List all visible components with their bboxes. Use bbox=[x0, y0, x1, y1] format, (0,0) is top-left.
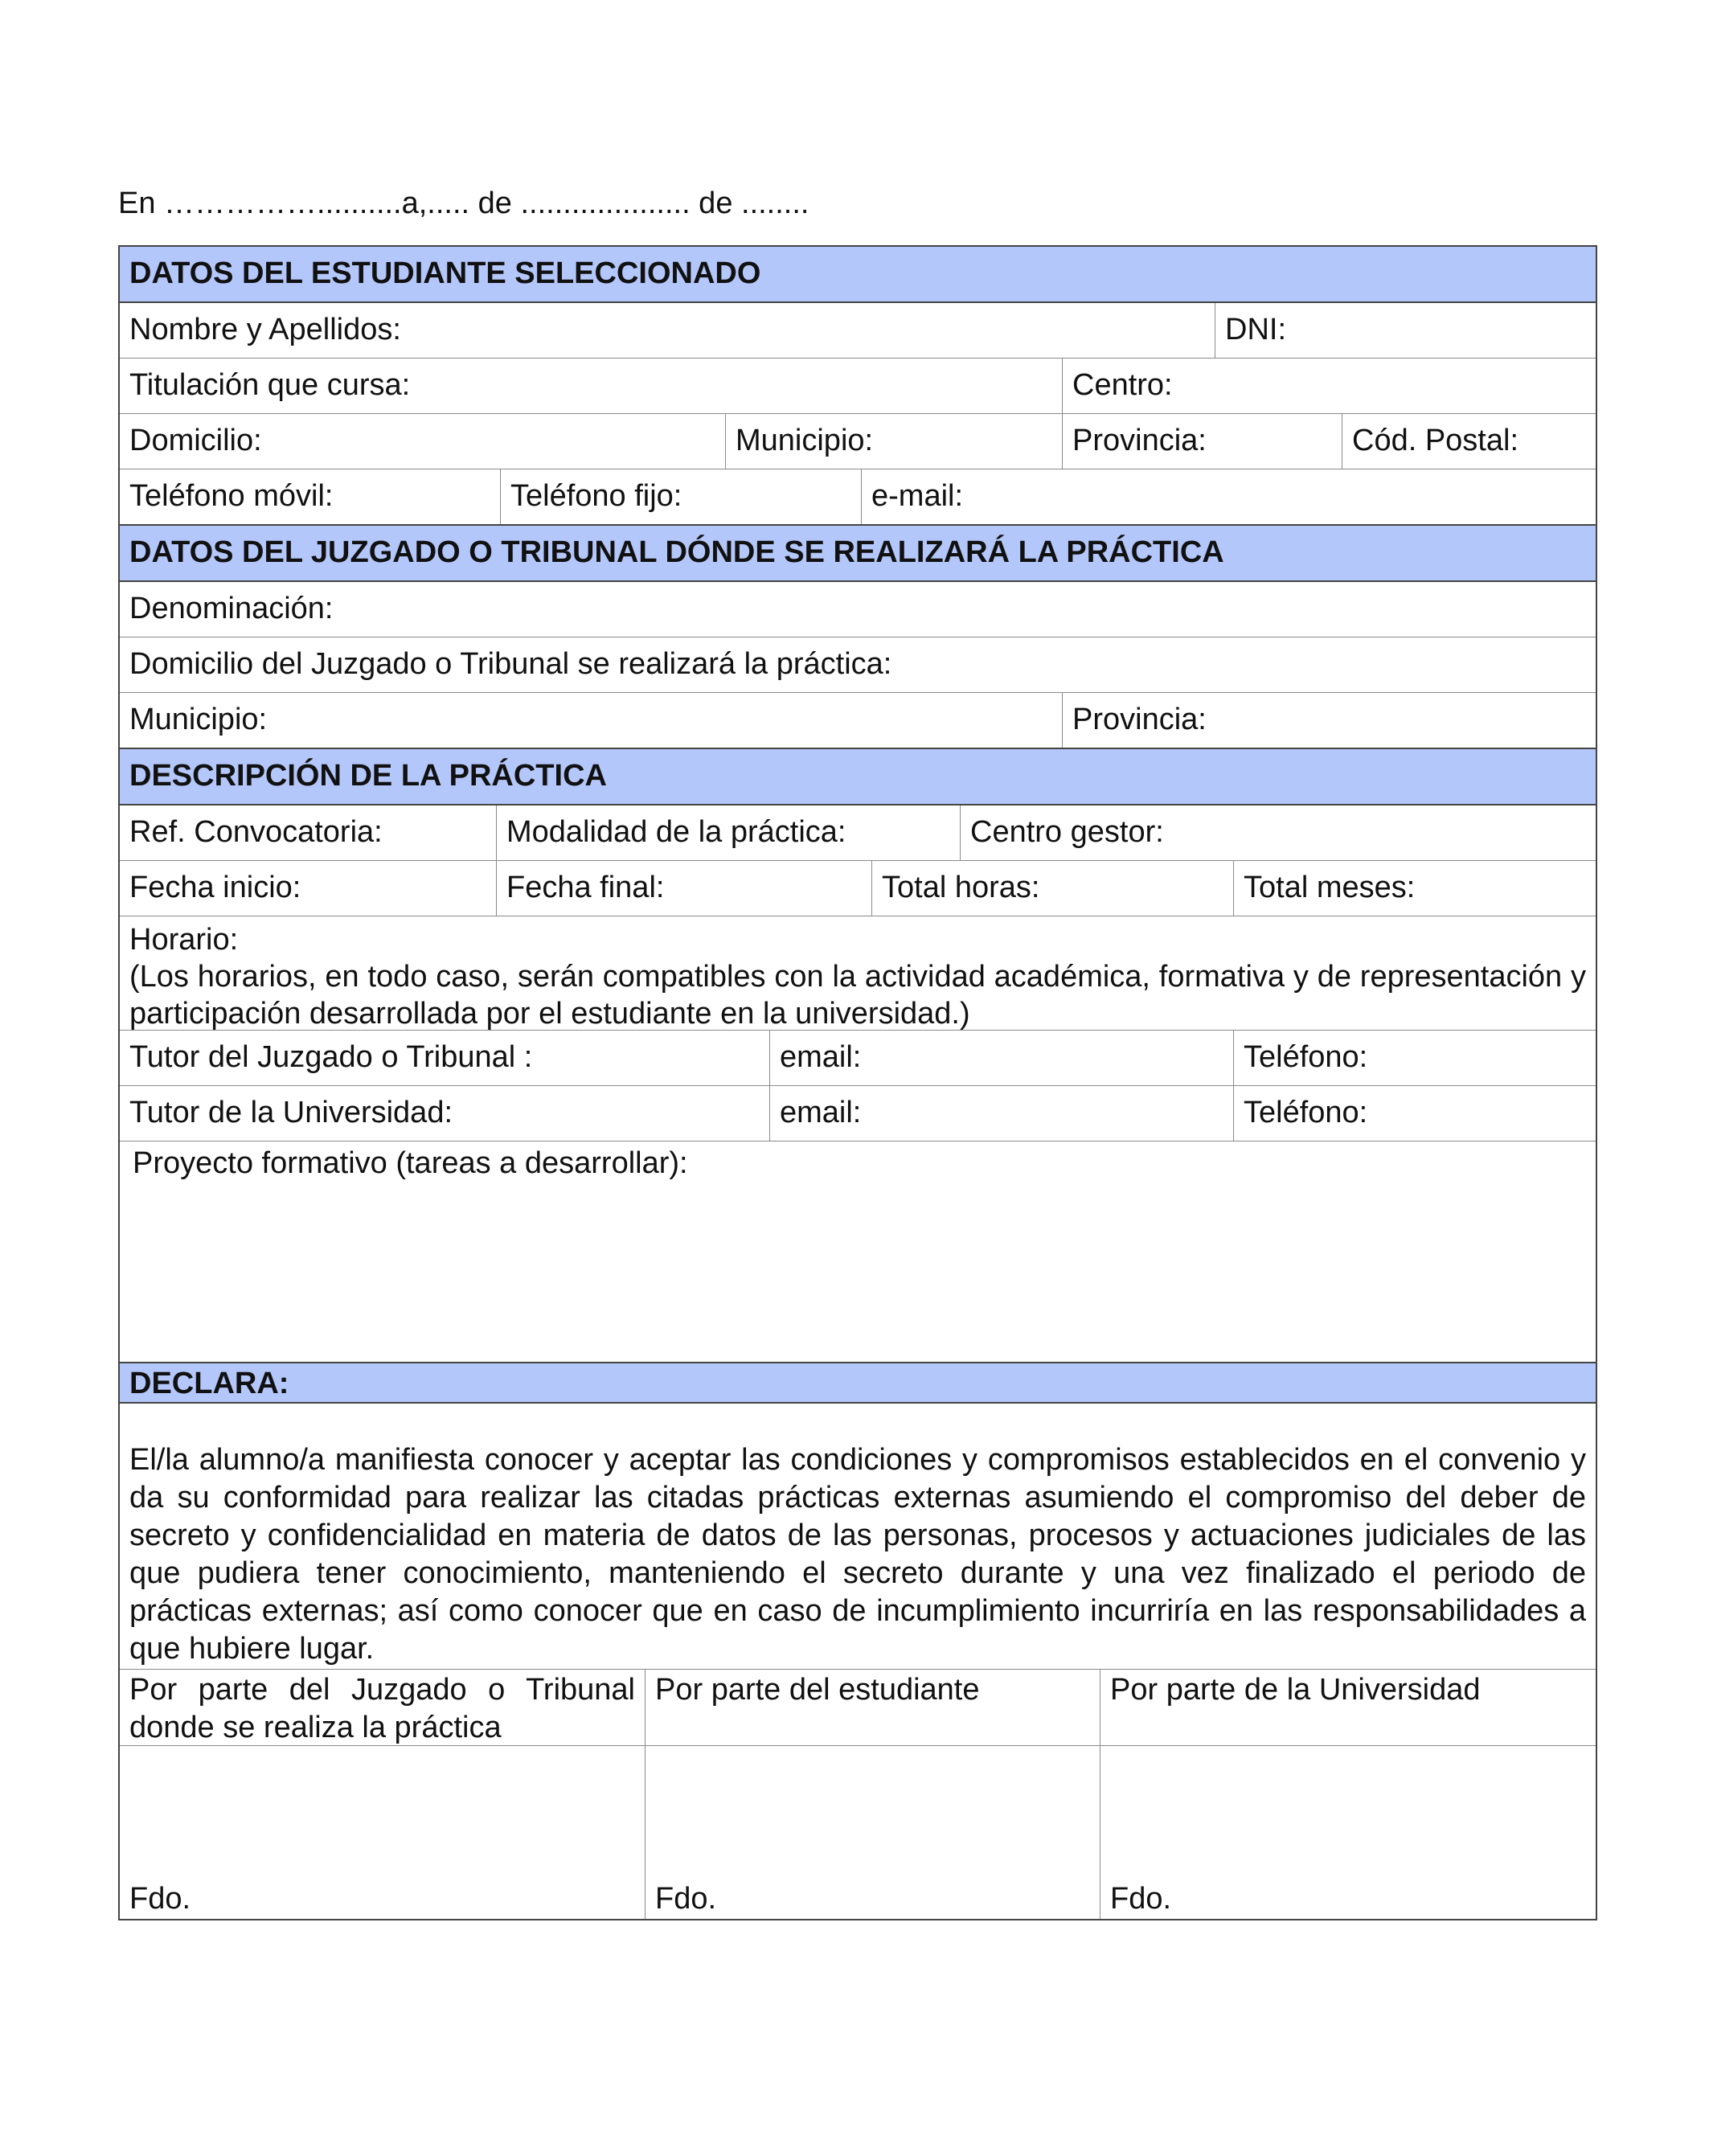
university-tutor-row bbox=[120, 1085, 1596, 1141]
student-mobile-field[interactable]: Teléfono móvil: bbox=[129, 479, 334, 513]
student-province-field[interactable]: Provincia: bbox=[1062, 414, 1342, 469]
student-email-field[interactable]: e-mail: bbox=[861, 469, 1596, 524]
student-header-label: DATOS DEL ESTUDIANTE SELECCIONADO bbox=[129, 256, 761, 290]
student-landline-field[interactable]: Teléfono fijo: bbox=[500, 469, 861, 524]
schedule-note: (Los horarios, en todo caso, serán compatibles con la actividad académica, formativa y de representación y participación desarrollada por el estudiante en la universidad.) bbox=[129, 960, 1586, 1030]
court-location-row bbox=[120, 692, 1596, 748]
court-tutor-field[interactable]: Tutor del Juzgado o Tribunal : bbox=[129, 1040, 533, 1074]
student-section-header bbox=[120, 247, 1596, 301]
student-name-field[interactable]: Nombre y Apellidos: bbox=[129, 313, 401, 346]
court-signature-fdo: Fdo. bbox=[129, 1882, 191, 1916]
student-dni-field[interactable]: DNI: bbox=[1215, 303, 1596, 358]
court-header-label: DATOS DEL JUZGADO O TRIBUNAL DÓNDE SE REALIZARÁ LA PRÁCTICA bbox=[129, 535, 1224, 569]
practice-section-header bbox=[120, 748, 1596, 804]
training-project-field[interactable]: Proyecto formativo (tareas a desarrollar): bbox=[133, 1146, 688, 1180]
student-degree-row bbox=[120, 358, 1596, 413]
practice-mode-field[interactable]: Modalidad de la práctica: bbox=[496, 805, 960, 860]
court-province-field[interactable]: Provincia: bbox=[1062, 693, 1596, 748]
declaration-section-header bbox=[120, 1362, 1596, 1402]
student-municipality-field[interactable]: Municipio: bbox=[725, 414, 1062, 469]
court-address-row bbox=[120, 637, 1596, 692]
student-signature-heading: Por parte del estudiante bbox=[645, 1670, 1100, 1745]
student-degree-field[interactable]: Titulación que cursa: bbox=[129, 368, 411, 402]
declaration-header-label: DECLARA: bbox=[129, 1367, 289, 1400]
student-signature-fdo: Fdo. bbox=[655, 1882, 717, 1916]
university-tutor-field[interactable]: Tutor de la Universidad: bbox=[129, 1096, 453, 1129]
student-signature-box[interactable] bbox=[645, 1746, 1100, 1919]
application-form bbox=[118, 245, 1597, 1920]
student-center-field[interactable]: Centro: bbox=[1062, 359, 1596, 413]
date-line: En ……………..........a,..... de .................... de ........ bbox=[118, 186, 809, 220]
training-project-row bbox=[120, 1141, 1596, 1362]
declaration-text-row bbox=[120, 1402, 1596, 1669]
student-name-row bbox=[120, 301, 1596, 358]
total-months-field[interactable]: Total meses: bbox=[1233, 861, 1596, 916]
end-date-field[interactable]: Fecha final: bbox=[496, 861, 871, 916]
court-signature-label: Por parte del Juzgado o Tribunal donde se realiza la práctica bbox=[129, 1673, 635, 1744]
schedule-row bbox=[120, 916, 1596, 1030]
start-date-field[interactable]: Fecha inicio: bbox=[129, 871, 301, 904]
schedule-field[interactable] bbox=[120, 916, 1596, 1030]
practice-dates-row bbox=[120, 860, 1596, 916]
managing-center-field[interactable]: Centro gestor: bbox=[960, 805, 1596, 860]
court-signature-heading bbox=[120, 1670, 645, 1745]
student-address-field[interactable]: Domicilio: bbox=[129, 424, 262, 457]
court-name-row bbox=[120, 580, 1596, 637]
student-postal-code-field[interactable]: Cód. Postal: bbox=[1342, 414, 1596, 469]
call-reference-field[interactable]: Ref. Convocatoria: bbox=[129, 815, 383, 849]
court-name-field[interactable]: Denominación: bbox=[129, 592, 334, 625]
court-tutor-row bbox=[120, 1030, 1596, 1085]
total-hours-field[interactable]: Total horas: bbox=[871, 861, 1233, 916]
court-municipality-field[interactable]: Municipio: bbox=[129, 703, 268, 736]
practice-call-row bbox=[120, 804, 1596, 860]
university-tutor-email-field[interactable]: email: bbox=[769, 1086, 1233, 1141]
university-signature-box[interactable] bbox=[1100, 1746, 1596, 1919]
court-address-field[interactable]: Domicilio del Juzgado o Tribunal se realizará la práctica: bbox=[129, 647, 892, 681]
court-tutor-phone-field[interactable]: Teléfono: bbox=[1233, 1031, 1596, 1085]
court-section-header bbox=[120, 524, 1596, 580]
schedule-label: Horario: bbox=[129, 923, 239, 957]
declaration-text: El/la alumno/a manifiesta conocer y aceptar las condiciones y compromisos establecidos en el convenio y da su conformidad para realizar las citadas prácticas externas asumiendo el compromiso del deber de secreto y confidencialidad en materia de datos de las personas, procesos y actuaciones judiciales de las que pudiera tener conocimiento, manteniendo el secreto durante y una vez finalizado el periodo de prácticas externas; así como conocer que en caso de incumplimiento incurriría en las responsabilidades a que hubiere lugar. bbox=[129, 1443, 1586, 1666]
university-signature-heading: Por parte de la Universidad bbox=[1100, 1670, 1596, 1745]
signature-box-row bbox=[120, 1745, 1596, 1919]
court-tutor-email-field[interactable]: email: bbox=[769, 1031, 1233, 1085]
student-address-row bbox=[120, 413, 1596, 469]
university-signature-fdo: Fdo. bbox=[1110, 1882, 1172, 1916]
signature-heading-row bbox=[120, 1669, 1596, 1745]
student-contact-row bbox=[120, 469, 1596, 524]
court-signature-box[interactable] bbox=[120, 1746, 645, 1919]
practice-header-label: DESCRIPCIÓN DE LA PRÁCTICA bbox=[129, 759, 607, 793]
university-tutor-phone-field[interactable]: Teléfono: bbox=[1233, 1086, 1596, 1141]
